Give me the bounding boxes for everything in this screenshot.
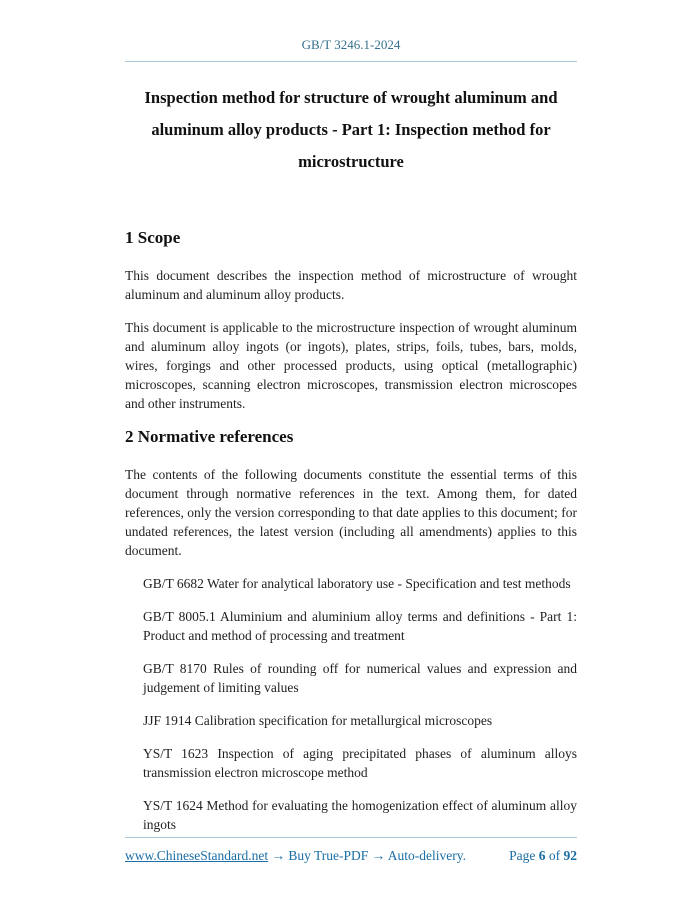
section-heading-normative-references: 2 Normative references [125,427,294,446]
reference-item-gbt-8005-1: GB/T 8005.1 Aluminium and aluminium alloy terms and definitions - Part 1: Product and method of processing and treatment [143,609,577,643]
section-heading-scope: 1 Scope [125,228,181,247]
scope-paragraph-1: This document describes the inspection method of microstructure of wrought aluminum and aluminum alloy products. [125,268,577,302]
document-title-line-1: Inspection method for structure of wrought aluminum and [144,88,558,107]
page-header [125,0,577,52]
page-footer [125,837,577,864]
reference-item-jjf-1914: JJF 1914 Calibration specification for metallurgical microscopes [143,713,493,728]
footer-page-label: Page [509,848,536,863]
footer-page-indicator [509,848,577,864]
footer-tagline: → Buy True-PDF → Auto-delivery. [271,848,466,863]
scope-paragraph-2: This document is applicable to the microstructure inspection of wrought aluminum and aluminum alloy ingots (or ingots), plates, strips, foils, tubes, bars, molds, wires, forgings and other processed products, using optical (metallographic) microscopes, scanning electron microscopes, transmission electron microscopes and other instruments. [125,320,577,411]
reference-item-gbt-8170: GB/T 8170 Rules of rounding off for numerical values and expression and judgement of limiting values [143,661,577,695]
reference-item-yst-1623: YS/T 1623 Inspection of aging precipitated phases of aluminum alloys transmission electron microscope method [143,746,577,780]
footer-site-link[interactable]: www.ChineseStandard.net [125,848,269,863]
footer-total-pages: 92 [563,848,577,863]
normative-references-intro-paragraph: The contents of the following documents constitute the essential terms of this document through normative references in the text. Among them, for dated references, only the version corresponding to that date applies to this document; for undated references, the latest version (including all amendments) applies to this document. [125,467,577,558]
reference-item-gbt-6682: GB/T 6682 Water for analytical laboratory use - Specification and test methods [143,576,571,591]
footer-of-label: of [548,848,561,863]
header-standard-code: GB/T 3246.1-2024 [301,37,401,52]
document-title-line-2: aluminum alloy products - Part 1: Inspection method for [151,120,551,139]
document-title-line-3: microstructure [298,152,404,171]
reference-item-yst-1624: YS/T 1624 Method for evaluating the homogenization effect of aluminum alloy ingots [143,798,577,832]
document-title [125,82,577,178]
footer-left-text [125,848,466,864]
footer-page-number: 6 [538,848,546,863]
header-rule [125,61,577,62]
